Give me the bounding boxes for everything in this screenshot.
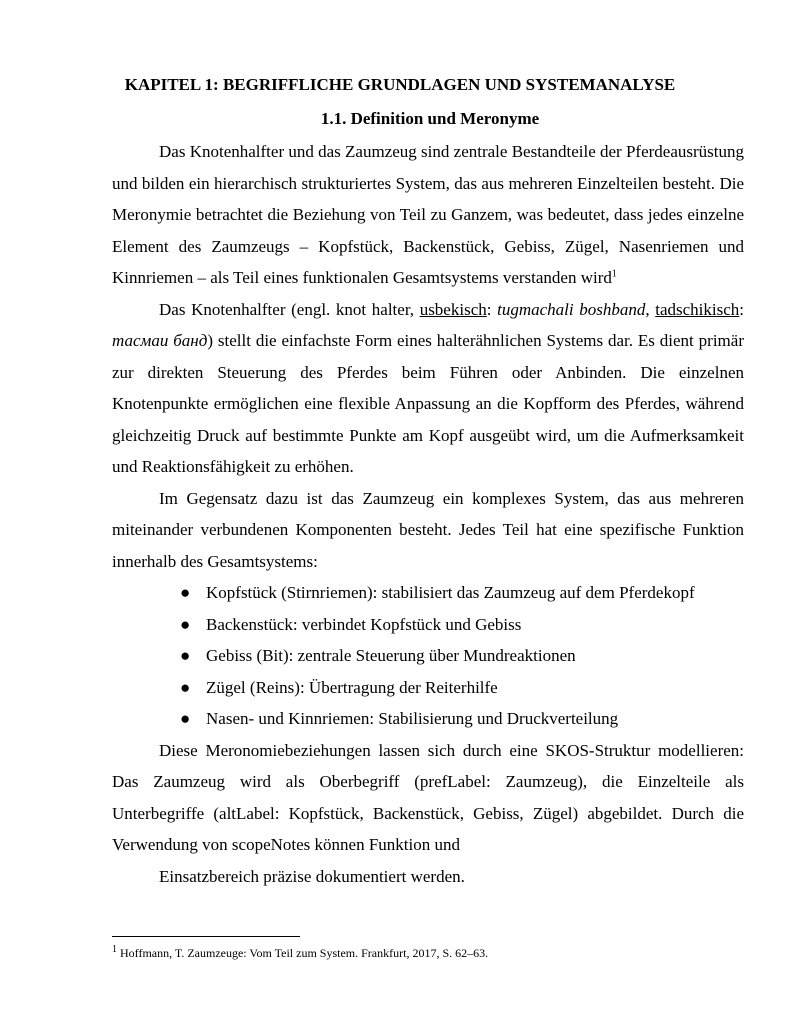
paragraph-1 bbox=[112, 136, 744, 294]
paragraph-2 bbox=[112, 294, 744, 483]
list-item-text: Gebiss (Bit): zentrale Steuerung über Mundreaktionen bbox=[206, 646, 576, 665]
bullet-icon: ● bbox=[180, 614, 191, 634]
footnote-reference: 1 bbox=[611, 268, 617, 280]
separator: : bbox=[486, 299, 498, 319]
body-text bbox=[112, 136, 744, 892]
list-item-text: Backenstück: verbindet Kopfstück und Gebiss bbox=[206, 614, 522, 634]
separator: , bbox=[645, 299, 656, 319]
list-item bbox=[112, 577, 744, 609]
term-tajik: тасмаи банд bbox=[112, 331, 208, 350]
language-uzbek: usbekisch bbox=[419, 299, 487, 319]
list-item-text: Zügel (Reins): Übertragung der Reiterhilfe bbox=[206, 677, 498, 697]
bullet-icon: ● bbox=[180, 583, 191, 602]
paragraph-3: Im Gegensatz dazu ist das Zaumzeug ein komplexes System, das aus mehreren miteinander verbundenen Komponenten besteht. Jedes Teil hat eine spezifische Funktion innerhalb des Gesamtsystems: bbox=[112, 488, 744, 571]
bullet-icon: ● bbox=[180, 646, 191, 665]
bullet-icon: ● bbox=[180, 677, 191, 697]
chapter-title: KAPITEL 1: BEGRIFFLICHE GRUNDLAGEN UND SYSTEMANALYSE bbox=[124, 75, 676, 94]
footnote-text: Hoffmann, T. Zaumzeuge: Vom Teil zum System. Frankfurt, 2017, S. 62–63. bbox=[117, 946, 489, 960]
paragraph-2-rest: ) stellt die einfachste Form eines halterähnlichen Systems dar. Es dient primär zur direkten Steuerung des Pferdes beim Führen oder Anbinden. Die einzelnen Knotenpunkte ermöglichen eine flexible Anpassung an die Kopfform des Pferdes, während gleichzeitig Druck auf bestimmte Punkte am Kopf ausgeübt wird, um die Aufmerksamkeit und Reaktionsfähigkeit zu erhöhen. bbox=[112, 331, 744, 476]
list-item bbox=[112, 609, 744, 641]
paragraph-1-text: Das Knotenhalfter und das Zaumzeug sind zentrale Bestandteile der Pferdeausrüstung und bilden ein hierarchisch strukturiertes System, das aus mehreren Einzelteilen besteht. Die Meronymie betrachtet die Beziehung von Teil zu Ganzem, was bedeutet, dass jedes einzelne Element des Zaumzeugs – Kopfstück, Backenstück, Gebiss, Zügel, Nasenriemen und Kinnriemen – als Teil eines funktionalen Gesamtsystems verstanden wird bbox=[112, 142, 744, 287]
list-item-text: Kopfstück (Stirnriemen): stabilisiert das Zaumzeug auf dem Pferdekopf bbox=[206, 583, 695, 602]
paragraph-4: Diese Meronomiebeziehungen lassen sich durch eine SKOS-Struktur modellieren: Das Zaumzeug wird als Oberbegriff (prefLabel: Zaumzeug), die Einzelteile als Unterbegriffe (altLabel: Kopfstück, Backenstück, Gebiss, Zügel) abgebildet. Durch die Verwendung von scopeNotes können Funktion und bbox=[112, 740, 744, 854]
bullet-icon: ● bbox=[180, 709, 191, 728]
language-tajik: tadschikisch bbox=[655, 299, 740, 319]
list-item-text: Nasen- und Kinnriemen: Stabilisierung und Druckverteilung bbox=[206, 709, 619, 728]
section-title: 1.1. Definition und Meronyme bbox=[320, 109, 540, 128]
component-list bbox=[112, 577, 744, 735]
separator: : bbox=[739, 299, 745, 319]
paragraph-2-intro: Das Knotenhalfter (engl. knot halter, bbox=[159, 299, 420, 319]
footnote-mark: 1 bbox=[112, 944, 117, 955]
list-item bbox=[112, 703, 744, 735]
list-item bbox=[112, 640, 744, 672]
paragraph-5: Einsatzbereich präzise dokumentiert werden. bbox=[159, 866, 465, 886]
term-uzbek: tugmachali boshband bbox=[497, 299, 646, 319]
footnote bbox=[112, 945, 752, 961]
footnote-divider bbox=[112, 936, 300, 937]
list-item bbox=[112, 672, 744, 704]
